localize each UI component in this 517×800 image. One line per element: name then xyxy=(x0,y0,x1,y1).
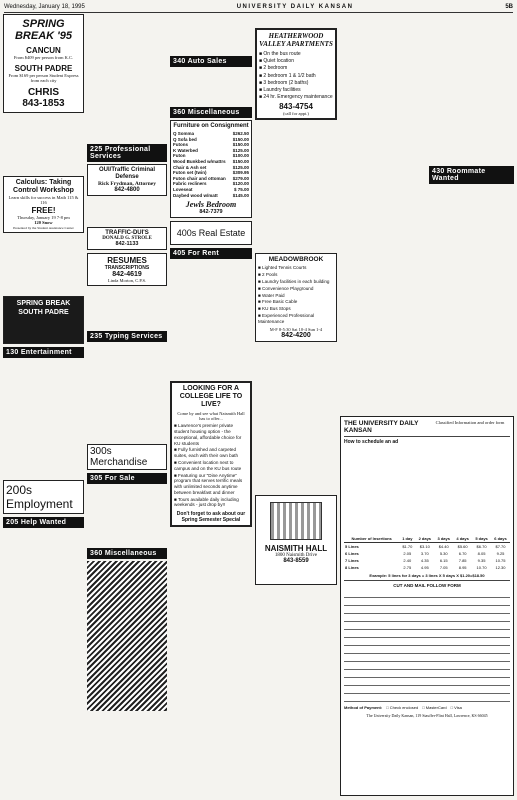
furniture-item-price: $100.00 xyxy=(232,153,249,159)
rates-cell: 2.05 xyxy=(403,551,412,556)
cancun-label: CANCUN xyxy=(26,46,61,55)
meadowbrook-feature: ■ Free Basic Cable xyxy=(258,299,298,305)
transcriptions-title: TRANSCRIPTIONS xyxy=(104,265,150,271)
furniture-phone: 842-7379 xyxy=(199,209,223,216)
resumes-ad xyxy=(87,253,167,286)
column-3 xyxy=(170,14,252,796)
heatherwood-ad xyxy=(255,28,337,120)
rates-header-cell: 4 days xyxy=(453,535,472,543)
col2-classifieds-d xyxy=(87,344,167,444)
furniture-item xyxy=(173,193,249,199)
section-professional-services: 225 Professional Services xyxy=(87,144,167,162)
rates-row xyxy=(344,557,510,564)
heatherwood-call: (call for appt.) xyxy=(283,111,309,117)
meadowbrook-phone: 842-4200 xyxy=(281,331,311,339)
heatherwood-feature: ■ 3 bedroom (2 baths) xyxy=(259,79,309,86)
merchandise-box xyxy=(87,444,167,470)
rates-header-cell: 3 days xyxy=(434,535,453,543)
heatherwood-feature: ■ Quiet location xyxy=(259,58,294,65)
payment-options xyxy=(386,705,462,710)
rates-cell: 7.05 xyxy=(439,565,448,570)
looking-list xyxy=(174,423,248,508)
looking-sub: Come by and see what Naismith Hall has to offer... xyxy=(177,411,245,422)
calculus-free: FREE! xyxy=(31,205,56,215)
col4-classifieds-a xyxy=(255,14,337,28)
calculus-date: Thursday, January 19 7-8 pm xyxy=(17,214,70,220)
spring-break-ad xyxy=(3,14,84,113)
furniture-item-name: K Waterbed xyxy=(173,147,198,153)
furniture-item-price: $150.00 xyxy=(232,158,249,164)
calculus-room: 120 Snow xyxy=(34,220,53,225)
furniture-item-price: $262.50 xyxy=(232,131,249,136)
meadowbrook-feature: ■ Experienced Professional Maintenance xyxy=(258,313,315,324)
section-help-wanted: 205 Help Wanted xyxy=(3,517,84,528)
col2-classifieds-c xyxy=(87,289,167,329)
contact-phone: 843-1853 xyxy=(22,97,65,109)
rates-row-label: 6 Lines xyxy=(345,551,359,556)
meadowbrook-features xyxy=(258,265,334,324)
col3-classifieds-b xyxy=(170,69,252,105)
rates-cell: 7.85 xyxy=(458,558,467,563)
looking-bullet: ■ Fully furnished and carpeted suites, each with their own bath xyxy=(174,447,239,459)
order-form-line[interactable] xyxy=(344,614,510,622)
furniture-item-price: $120.00 xyxy=(232,181,249,187)
furniture-item-name: Daybed wood w/matt xyxy=(173,192,218,198)
rates-cell: 4.35 xyxy=(420,558,429,563)
furniture-item-name: Wood Bunkbed w/mattrs xyxy=(173,158,226,164)
rates-row xyxy=(344,543,510,551)
looking-bullet: ■ Tours available daily including weekends - just drop by!! xyxy=(174,496,239,508)
calculus-sponsor: Presented by the Student Assistance Center xyxy=(13,225,74,230)
rates-example: Example: 5 lines for 3 days = 3 lines X 5 days X $1.20=$18.50 xyxy=(369,573,485,578)
payment-option[interactable]: □ Check enclosed xyxy=(386,705,419,710)
naismith-building-icon xyxy=(270,502,322,540)
column-4 xyxy=(255,14,337,796)
section-employment: 200s Employment xyxy=(6,482,73,511)
order-form-line[interactable] xyxy=(344,686,510,694)
payment-option[interactable]: □ MasterCard xyxy=(422,705,447,710)
meadowbrook-ad xyxy=(255,253,337,341)
col1-classifieds-c xyxy=(3,360,84,480)
order-form-line[interactable] xyxy=(344,654,510,662)
col5-classifieds-a xyxy=(340,14,426,410)
furniture-item-name: Fabric recliners xyxy=(173,181,207,187)
rates-cell: $3.10 xyxy=(419,544,430,549)
naismith-looking-ad xyxy=(170,381,252,527)
section-roommate: 430 Roommate Wanted xyxy=(429,166,514,184)
order-form-line[interactable] xyxy=(344,646,510,654)
rates-row-label: 7 Lines xyxy=(345,558,359,563)
looking-bullet: ■ Lawrence's premier private student housing option - the exceptional, affordable choice for KU students xyxy=(174,423,242,446)
order-form-line[interactable] xyxy=(344,622,510,630)
meadowbrook-feature: ■ KU Bus Stops xyxy=(258,306,291,312)
section-misc-2: 360 Miscellaneous xyxy=(170,107,252,118)
order-form-line[interactable] xyxy=(344,638,510,646)
rates-cell: $6.70 xyxy=(476,544,487,549)
meadowbrook-title: MEADOWBROOK xyxy=(268,256,324,264)
rates-row-label: 5 Lines xyxy=(345,544,359,549)
section-entertainment: 130 Entertainment xyxy=(3,347,84,358)
rates-cell: 12.30 xyxy=(495,565,506,570)
furniture-item-name: Futon chair and ottoman xyxy=(173,175,226,181)
students-banner-ad xyxy=(87,561,167,711)
rates-cell: 6.70 xyxy=(458,551,467,556)
furniture-item-price: $309.95 xyxy=(232,170,249,176)
criminal-phone: 842-4800 xyxy=(114,187,140,193)
classified-title: Classified Information and order form xyxy=(435,420,505,425)
looking-footer: Don't forget to ask about our Spring Semester Special xyxy=(176,511,246,524)
heatherwood-feature: ■ 2 bedroom 1 & 1/2 bath xyxy=(259,72,316,79)
rates-cell: 5.30 xyxy=(439,551,448,556)
contact-name: CHRIS xyxy=(27,86,60,98)
rates-table xyxy=(344,535,510,571)
furniture-item-name: Q Sofa bed xyxy=(173,136,197,142)
order-form-line[interactable] xyxy=(344,662,510,670)
meadowbrook-hours: M-F 8-5:30 Sat 10-4 Sun 1-4 xyxy=(269,326,323,332)
section-real-estate: 400s Real Estate xyxy=(176,228,246,239)
rates-header-cell: 5 days xyxy=(472,535,491,543)
rates-cell: $4.40 xyxy=(438,544,449,549)
how-to-title: How to schedule an ad xyxy=(344,439,399,445)
page-date: Wednesday, January 18, 1995 xyxy=(4,4,85,10)
furniture-item-name: Loveseat xyxy=(173,186,193,192)
kansan-title: THE UNIVERSITY DAILY KANSAN xyxy=(344,420,419,434)
spring-break-title: SPRING BREAK '95 xyxy=(14,18,73,42)
furniture-ad xyxy=(170,120,252,218)
furniture-item-name: Futon xyxy=(173,153,186,159)
rates-header-cell: 1 day xyxy=(399,535,415,543)
rates-header-cell: Number of Insertions xyxy=(344,535,399,543)
furniture-title: Furniture on Consignment xyxy=(173,123,249,129)
resumes-title: RESUMES xyxy=(107,256,147,265)
col2-classifieds-a xyxy=(87,14,167,142)
column-1 xyxy=(3,14,84,796)
furniture-item-price: $125.00 xyxy=(232,164,249,170)
rates-cell: 8.95 xyxy=(458,565,467,570)
page-number: 5B xyxy=(505,4,513,10)
payment-row xyxy=(344,705,510,710)
masthead: UNIVERSITY DAILY KANSAN xyxy=(236,4,354,10)
rates-cell: 3.70 xyxy=(420,551,429,556)
order-form-line[interactable] xyxy=(344,630,510,638)
resumes-name: Linda Morton, C.P.S. xyxy=(107,278,147,283)
rates-cell: 9.35 xyxy=(477,558,486,563)
rates-row-label: 8 Lines xyxy=(345,565,359,570)
furniture-item-price: $279.00 xyxy=(232,175,249,181)
furniture-item-price: $ 75.00 xyxy=(233,186,249,192)
rates-cell: 9.25 xyxy=(496,551,505,556)
col2-classifieds-b xyxy=(87,199,167,227)
heatherwood-feature: ■ On the bus route xyxy=(259,51,301,57)
rates-row xyxy=(344,550,510,557)
real-estate-box xyxy=(170,221,252,245)
section-for-sale: 305 For Sale xyxy=(87,473,167,484)
heatherwood-features xyxy=(259,51,333,100)
meadowbrook-feature: ■ Lighted Tennis Courts xyxy=(258,265,307,271)
calculus-ad xyxy=(3,176,84,233)
col1-classifieds-b xyxy=(3,236,84,296)
looking-title: LOOKING FOR A COLLEGE LIFE TO LIVE? xyxy=(179,385,243,409)
order-instructions xyxy=(344,445,510,535)
section-typing: 235 Typing Services xyxy=(87,331,167,342)
furniture-item-price: $150.00 xyxy=(232,136,249,142)
section-misc: 360 Miscellaneous xyxy=(87,548,167,559)
order-form-line[interactable] xyxy=(344,694,510,702)
rates-cell: 2.75 xyxy=(403,565,412,570)
furniture-store: Jewls Bedroom xyxy=(185,200,237,210)
naismith-hall-ad xyxy=(255,495,337,585)
traffic-title: TRAFFIC-DUI'S xyxy=(105,230,149,236)
heatherwood-feature: ■ Laundry facilities xyxy=(259,87,301,94)
rates-cell: 2.40 xyxy=(403,558,412,563)
rates-cell: $5.60 xyxy=(457,544,468,549)
furniture-item-price: $125.00 xyxy=(232,147,249,153)
rates-header-cell: 2 days xyxy=(415,535,434,543)
rates-cell: 10.75 xyxy=(495,558,506,563)
order-form-title: CUT AND MAIL FOLLOW FORM xyxy=(393,583,461,588)
traffic-phone: 842-1133 xyxy=(115,241,139,247)
classified-order-form xyxy=(340,416,514,796)
column-2 xyxy=(87,14,167,796)
meadowbrook-feature: ■ Convenience Playground xyxy=(258,285,314,291)
rates-cell: 4.95 xyxy=(420,565,429,570)
calculus-text: Learn skills for success in Math 115 & 116 xyxy=(8,194,79,205)
employment-box xyxy=(3,480,84,514)
rates-row xyxy=(344,564,510,571)
criminal-title: OUI/Traffic Criminal Defense xyxy=(98,167,155,180)
order-lines xyxy=(344,590,510,702)
furniture-item-name: Q Somma xyxy=(173,131,195,136)
furniture-item-price: $145.00 xyxy=(232,192,249,198)
south-padre-price: From $169 per person Student Express from each city xyxy=(8,72,79,83)
traffic-ad xyxy=(87,227,167,250)
mail-to: The University Daily Kansan, 119 Stauffer-Flint Hall, Lawrence, KS 66045 xyxy=(366,713,488,718)
naismith-address: 1800 Naismith Drive xyxy=(274,552,318,558)
section-auto-sales: 340 Auto Sales xyxy=(170,56,252,67)
order-form-line[interactable] xyxy=(344,598,510,606)
resumes-phone: 842-4619 xyxy=(112,271,142,278)
criminal-defense-ad xyxy=(87,164,167,196)
rates-cell: $7.70 xyxy=(495,544,506,549)
south-padre-banner: SPRING BREAK SOUTH PADRE xyxy=(3,296,84,344)
heatherwood-feature: ■ 2 bedroom xyxy=(259,65,288,72)
heatherwood-feature: ■ 24 hr. Emergency maintenance xyxy=(259,94,333,101)
section-merchandise: 300s Merchandise xyxy=(90,446,148,468)
col4-classifieds-c xyxy=(255,345,337,495)
cancun-price: From $409 per person from K.C. xyxy=(13,55,74,60)
section-for-rent: 405 For Rent xyxy=(170,248,252,259)
furniture-item-name: Chair & Ash set xyxy=(173,164,207,170)
naismith-phone: 843-8559 xyxy=(283,557,309,564)
rates-cell: $1.70 xyxy=(402,544,413,549)
rates-cell: 6.15 xyxy=(439,558,448,563)
meadowbrook-feature: ■ 2 Pools xyxy=(258,272,278,278)
meadowbrook-feature: ■ Laundry facilities in each building xyxy=(258,279,330,285)
col1-classifieds-d xyxy=(3,530,84,797)
furniture-item-price: $150.00 xyxy=(232,142,249,148)
heatherwood-title: HEATHERWOOD VALLEY APARTMENTS xyxy=(259,32,333,48)
payment-label: Method of Payment: xyxy=(344,705,383,710)
criminal-name: Rick Frydman, Attorney xyxy=(98,181,156,187)
rates-header-cell: 6 days xyxy=(491,535,510,543)
order-form-line[interactable] xyxy=(344,606,510,614)
south-padre-label: SOUTH PADRE xyxy=(14,63,73,73)
payment-option[interactable]: □ Visa xyxy=(450,705,462,710)
traffic-attorney: DONALD G. STROLE xyxy=(102,236,152,241)
naismith-name: NAISMITH HALL xyxy=(264,543,328,553)
rates-cell: 10.70 xyxy=(476,565,487,570)
order-form-line[interactable] xyxy=(344,678,510,686)
calculus-title: Calculus: Taking Control Workshop xyxy=(13,178,74,194)
furniture-list xyxy=(173,131,249,198)
col3-classifieds-a xyxy=(170,14,252,54)
col2-classifieds-e xyxy=(87,486,167,546)
looking-bullet: ■ Featuring our "Dine Anytime" program that serves terrific meals with unlimited seconds anytime between breakfast and dinner xyxy=(174,472,243,495)
col3-classifieds-c xyxy=(170,261,252,381)
heatherwood-phone: 843-4754 xyxy=(279,102,313,112)
furniture-item-name: Futons xyxy=(173,142,188,148)
order-form-line[interactable] xyxy=(344,670,510,678)
col4-classifieds-b xyxy=(255,123,337,253)
col1-classifieds-a xyxy=(3,116,84,176)
meadowbrook-feature: ■ Water Paid xyxy=(258,292,285,298)
col6-classifieds-b xyxy=(429,186,514,411)
page-header xyxy=(4,2,513,13)
furniture-item-name: Futon set (twin) xyxy=(173,170,207,176)
order-form-line[interactable] xyxy=(344,590,510,598)
looking-bullet: ■ Convenient location next to campus and on the KU bus route xyxy=(174,459,242,471)
col6-classifieds-a xyxy=(429,14,514,164)
rates-cell: 8.05 xyxy=(477,551,486,556)
